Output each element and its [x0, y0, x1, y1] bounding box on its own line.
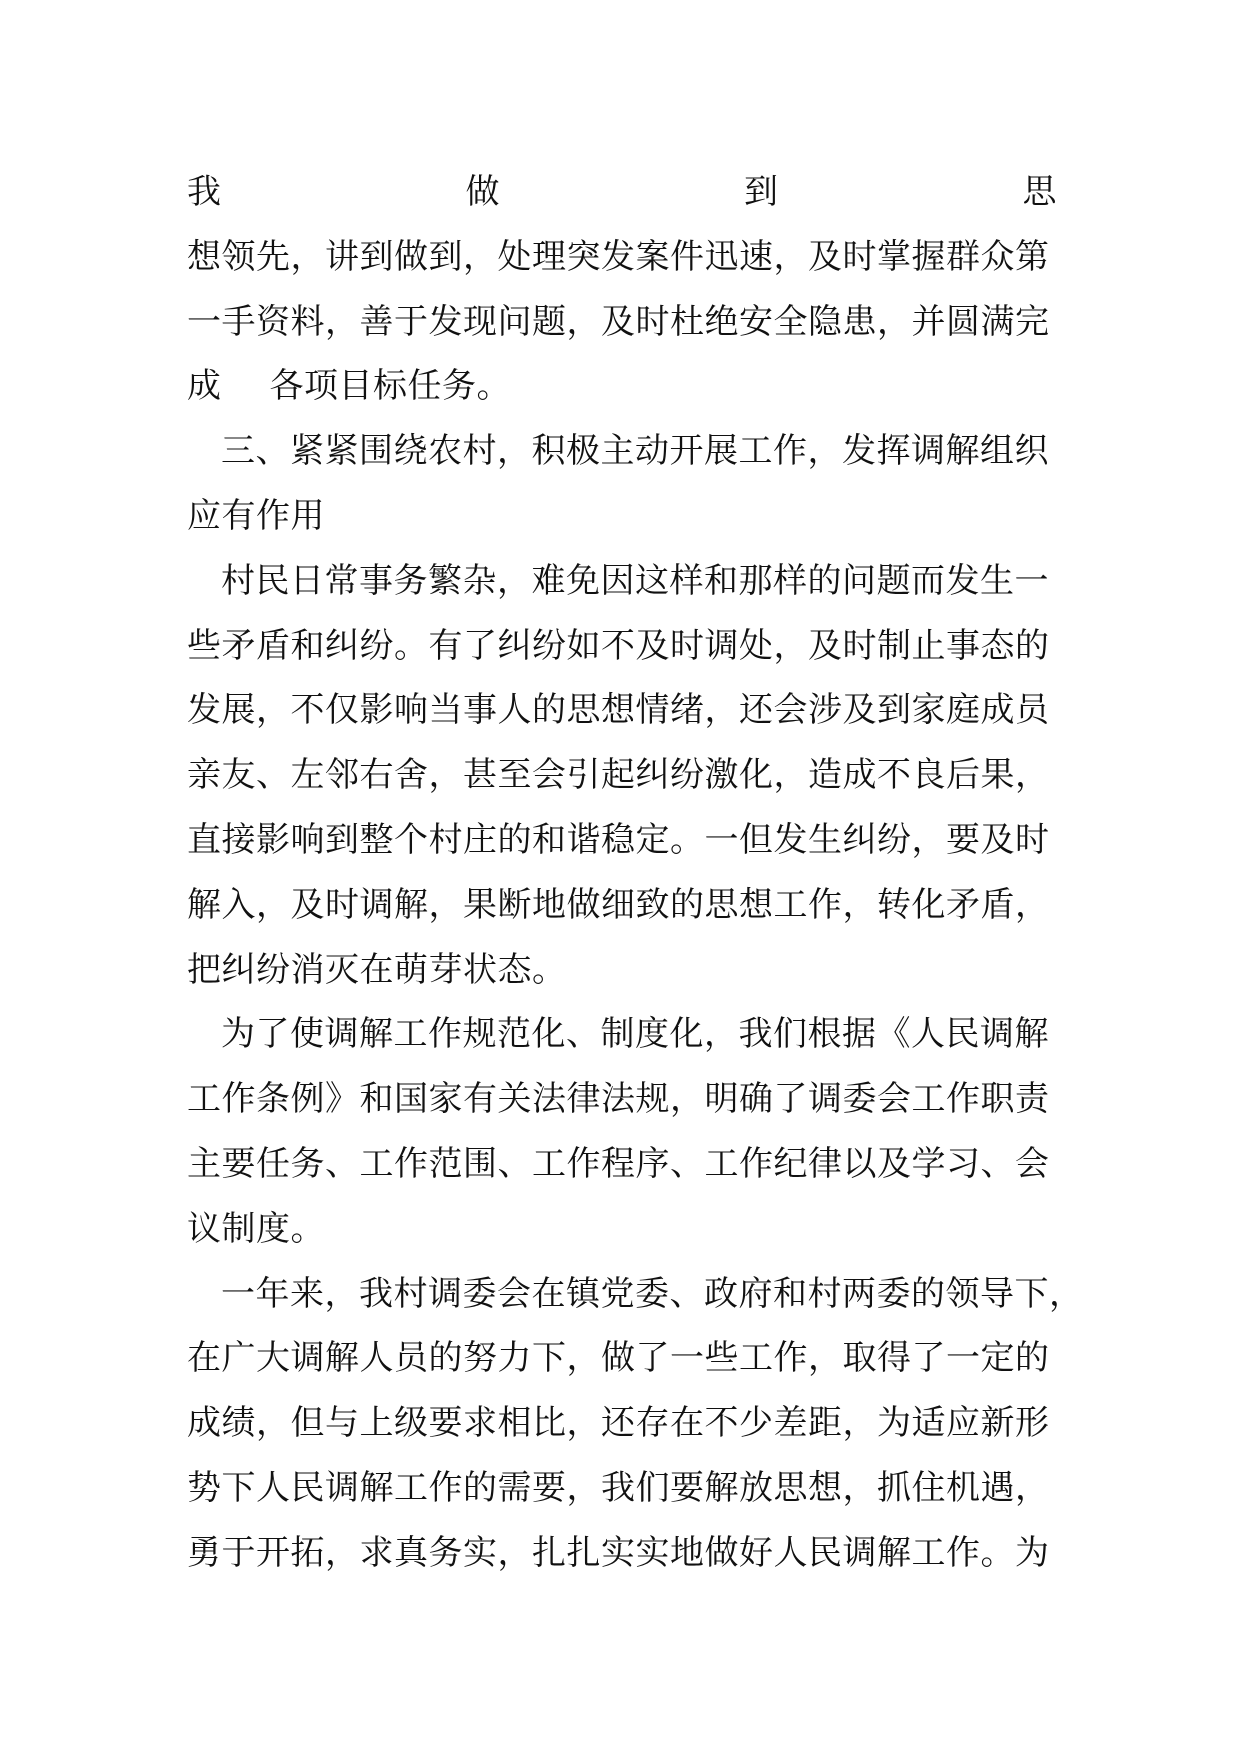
paragraph-line: 亲友、左邻右舍，甚至会引起纠纷激化，造成不良后果，	[187, 755, 1050, 796]
text-line-cheng	[187, 354, 1057, 419]
body-text	[187, 160, 1084, 1586]
char-si: 思	[1022, 172, 1057, 212]
paragraph-line: 势下人民调解工作的需要，我们要解放思想，抓住机遇，	[187, 1467, 1050, 1508]
paragraph-line: 主要任务、工作范围、工作程序、工作纪律以及学习、会	[187, 1143, 1050, 1184]
paragraph-line: 工作条例》和国家有关法律法规，明确了调委会工作职责	[187, 1079, 1050, 1120]
paragraph-line: 勇于开拓，求真务实，扎扎实实地做好人民调解工作。为	[187, 1532, 1050, 1573]
paragraph-line: 为了使调解工作规范化、制度化，我们根据《人民调解	[221, 1014, 1049, 1055]
paragraph-line: 村民日常事务繁杂，难免因这样和那样的问题而发生一	[221, 560, 1049, 601]
text-fragment: 成	[187, 366, 222, 407]
char-dao: 到	[744, 172, 779, 212]
paragraph-line: 在广大调解人员的努力下，做了一些工作，取得了一定的	[187, 1338, 1050, 1379]
paragraph-line: 成绩，但与上级要求相比，还存在不少差距，为适应新形	[187, 1403, 1050, 1444]
char-wo: 我	[187, 172, 222, 212]
paragraph-line: 议制度。	[187, 1208, 325, 1249]
text-fragment: 各项目标任务。	[269, 366, 511, 407]
justified-first-line	[187, 160, 1057, 225]
paragraph-line: 直接影响到整个村庄的和谐稳定。一但发生纠纷，要及时	[187, 819, 1050, 860]
section-heading: 三、紧紧围绕农村，积极主动开展工作，发挥调解组织	[221, 431, 1049, 472]
section-heading-cont: 应有作用	[187, 495, 325, 536]
paragraph-line: 发展，不仅影响当事人的思想情绪，还会涉及到家庭成员	[187, 690, 1050, 731]
char-zuo: 做	[465, 172, 500, 212]
paragraph-line: 一年来，我村调委会在镇党委、政府和村两委的领导下，	[221, 1273, 1084, 1314]
text-line: 想领先，讲到做到，处理突发案件迅速，及时掌握群众第	[187, 236, 1050, 277]
paragraph-line: 解入，及时调解，果断地做细致的思想工作，转化矛盾，	[187, 884, 1050, 925]
paragraph-line: 些矛盾和纠纷。有了纠纷如不及时调处，及时制止事态的	[187, 625, 1050, 666]
text-line: 一手资料，善于发现问题，及时杜绝安全隐患，并圆满完	[187, 301, 1050, 342]
paragraph-line: 把纠纷消灭在萌芽状态。	[187, 949, 567, 990]
